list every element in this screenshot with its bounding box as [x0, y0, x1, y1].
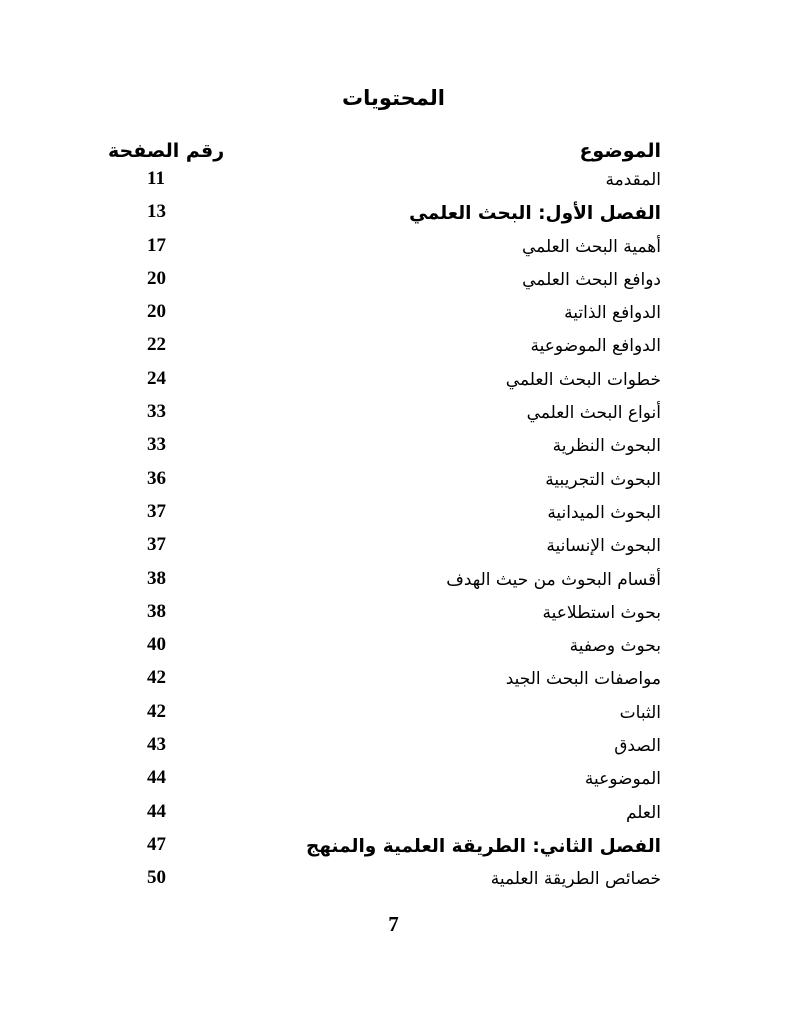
- toc-entry-page: 40: [147, 634, 166, 656]
- toc-entry-page: 20: [147, 267, 166, 289]
- toc-entry-page: 24: [147, 367, 166, 389]
- toc-entry-title: أقسام البحوث من حيث الهدف: [446, 569, 661, 590]
- toc-row: [0, 299, 787, 332]
- toc-entry-title: البحوث التجريبية: [545, 469, 661, 490]
- toc-entry-title: مواصفات البحث الجيد: [505, 669, 661, 690]
- toc-entry-title: الفصل الثاني: الطريقة العلمية والمنهج: [306, 835, 661, 857]
- toc-entry-page: 37: [147, 534, 166, 556]
- toc-row: [0, 699, 787, 732]
- toc-chapter-row: [0, 832, 787, 865]
- toc-row: [0, 366, 787, 399]
- topic-column-header: الموضوع: [579, 140, 661, 162]
- toc-chapter-row: [0, 199, 787, 232]
- toc-entry-page: 44: [147, 800, 166, 822]
- toc-entry-page: 17: [147, 234, 166, 256]
- toc-entry-title: أنواع البحث العلمي: [526, 403, 661, 424]
- toc-row: [0, 865, 787, 898]
- toc-entry-page: 33: [147, 434, 166, 456]
- table-of-contents: [0, 166, 787, 899]
- toc-entry-title: الدوافع الذاتية: [564, 303, 661, 324]
- toc-entry-page: 38: [147, 600, 166, 622]
- toc-entry-page: 38: [147, 567, 166, 589]
- toc-entry-title: أهمية البحث العلمي: [522, 236, 661, 257]
- toc-row: [0, 466, 787, 499]
- toc-row: [0, 665, 787, 698]
- toc-entry-title: العلم: [625, 802, 661, 823]
- toc-row: [0, 166, 787, 199]
- toc-row: [0, 799, 787, 832]
- toc-row: [0, 532, 787, 565]
- toc-row: [0, 632, 787, 665]
- toc-row: [0, 599, 787, 632]
- toc-entry-page: 43: [147, 734, 166, 756]
- toc-entry-title: الفصل الأول: البحث العلمي: [409, 203, 661, 225]
- toc-entry-title: البحوث الميدانية: [547, 502, 661, 523]
- toc-entry-title: دوافع البحث العلمي: [522, 269, 661, 290]
- toc-entry-page: 36: [147, 467, 166, 489]
- toc-row: [0, 732, 787, 765]
- toc-row: [0, 266, 787, 299]
- toc-entry-title: الدوافع الموضوعية: [530, 336, 661, 357]
- toc-entry-page: 42: [147, 667, 166, 689]
- toc-entry-title: خطوات البحث العلمي: [505, 369, 661, 390]
- toc-entry-page: 33: [147, 401, 166, 423]
- toc-entry-title: البحوث النظرية: [552, 436, 661, 457]
- toc-entry-title: المقدمة: [605, 170, 661, 190]
- toc-row: [0, 332, 787, 365]
- page-column-header: رقم الصفحة: [108, 140, 225, 162]
- toc-row: [0, 499, 787, 532]
- toc-entry-page: 20: [147, 301, 166, 323]
- toc-entry-title: الثبات: [619, 702, 661, 723]
- toc-entry-title: الصدق: [614, 736, 661, 757]
- toc-row: [0, 432, 787, 465]
- toc-row: [0, 765, 787, 798]
- toc-entry-title: الموضوعية: [584, 769, 661, 790]
- toc-entry-page: 47: [147, 833, 166, 855]
- toc-row: [0, 233, 787, 266]
- toc-entry-title: البحوث الإنسانية: [546, 536, 661, 557]
- toc-entry-page: 50: [147, 867, 166, 889]
- page-title: المحتويات: [342, 86, 445, 110]
- toc-entry-page: 22: [147, 334, 166, 356]
- toc-entry-page: 11: [147, 168, 165, 189]
- toc-entry-page: 42: [147, 700, 166, 722]
- toc-row: [0, 566, 787, 599]
- toc-entry-page: 13: [147, 201, 166, 223]
- toc-row: [0, 399, 787, 432]
- toc-entry-page: 37: [147, 500, 166, 522]
- toc-entry-title: خصائص الطريقة العلمية: [490, 869, 661, 890]
- toc-entry-title: بحوث استطلاعية: [542, 602, 661, 623]
- page-number: 7: [388, 912, 399, 936]
- toc-entry-page: 44: [147, 767, 166, 789]
- toc-entry-title: بحوث وصفية: [569, 636, 661, 657]
